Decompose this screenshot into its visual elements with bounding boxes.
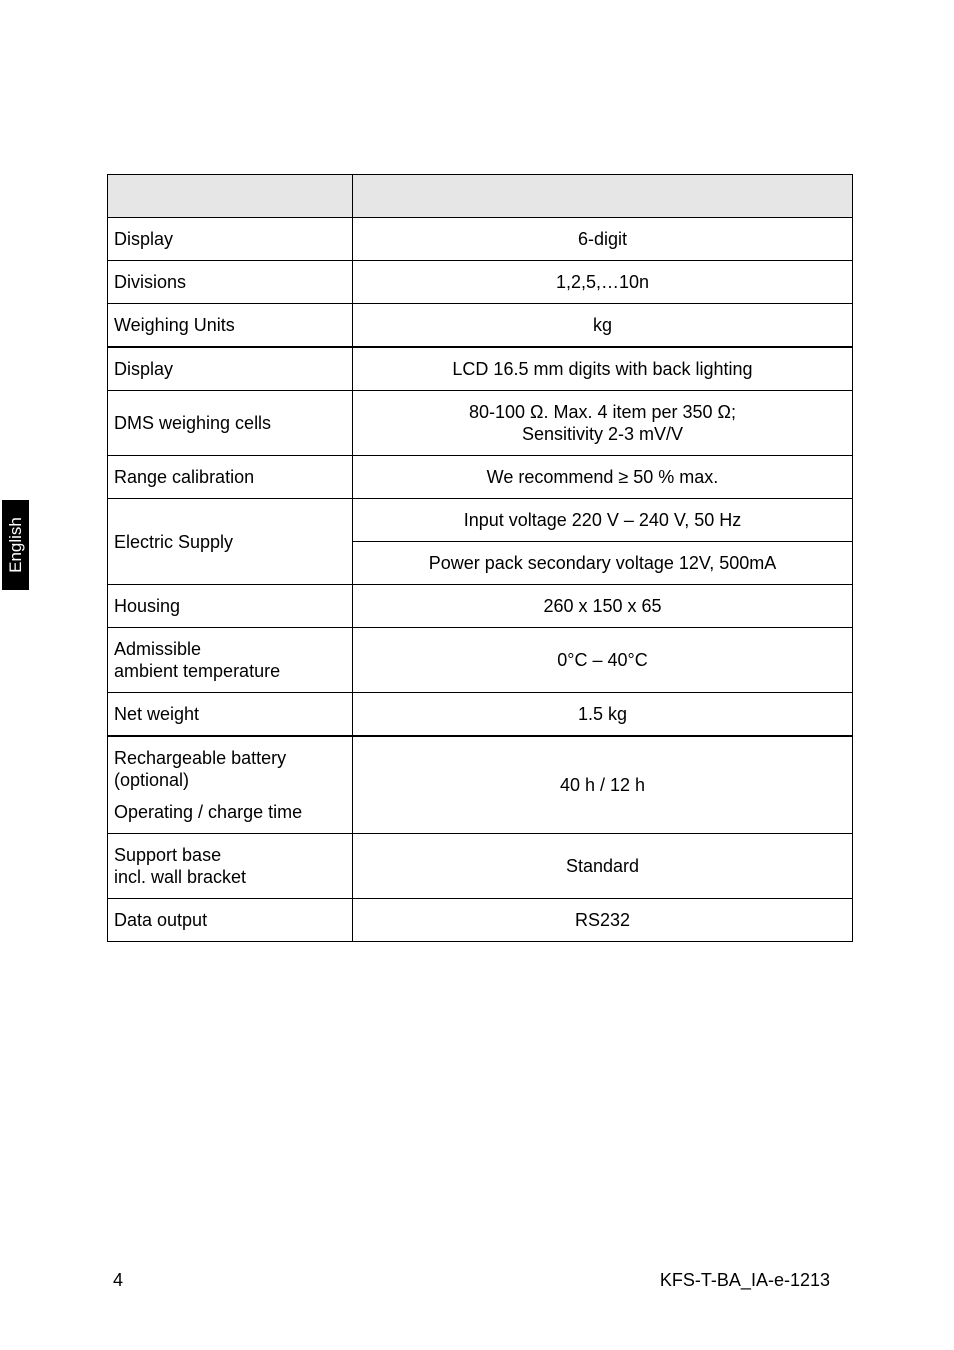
header-cell-label: [108, 175, 353, 218]
row-value: Input voltage 220 V – 240 V, 50 Hz: [353, 499, 853, 542]
row-label: Data output: [108, 899, 353, 942]
label-line: incl. wall bracket: [114, 867, 247, 887]
row-value: LCD 16.5 mm digits with back lighting: [353, 347, 853, 391]
value-line: 80-100 Ω. Max. 4 item per 350 Ω;: [468, 402, 737, 422]
table-header-row: [108, 175, 853, 218]
document-code: KFS-T-BA_IA-e-1213: [659, 1270, 830, 1290]
row-label: DMS weighing cells: [108, 391, 353, 456]
value-line: Sensitivity 2-3 mV/V: [521, 424, 684, 444]
row-label: [108, 736, 353, 834]
row-value: 0°C – 40°C: [353, 628, 853, 693]
row-label: Net weight: [108, 693, 353, 737]
row-label: Weighing Units: [108, 304, 353, 348]
row-value: RS232: [353, 899, 853, 942]
table-row: [108, 347, 853, 391]
table-row: [108, 456, 853, 499]
table-row: [108, 499, 853, 542]
label-line: Support base: [114, 845, 222, 865]
label-line: Operating / charge time: [114, 802, 303, 822]
table-row: [108, 218, 853, 261]
row-value: 1.5 kg: [353, 693, 853, 737]
row-label: Electric Supply: [108, 499, 353, 585]
label-line: ambient temperature: [114, 661, 281, 681]
page-number: 4: [113, 1270, 124, 1290]
language-tab: [2, 500, 29, 590]
row-value: Power pack secondary voltage 12V, 500mA: [353, 542, 853, 585]
row-label: Display: [108, 347, 353, 391]
row-value: Standard: [353, 834, 853, 899]
row-label: Display: [108, 218, 353, 261]
row-label: Range calibration: [108, 456, 353, 499]
row-value: 40 h / 12 h: [353, 736, 853, 834]
table-row: [108, 628, 853, 693]
table-row: [108, 304, 853, 348]
row-value: 260 x 150 x 65: [353, 585, 853, 628]
row-value: We recommend ≥ 50 % max.: [353, 456, 853, 499]
label-line: Admissible: [114, 639, 202, 659]
technical-data-table: [107, 174, 853, 942]
row-value: 6-digit: [353, 218, 853, 261]
header-cell-value: [353, 175, 853, 218]
language-tab-label: English: [5, 517, 25, 573]
row-value: kg: [353, 304, 853, 348]
row-value: 1,2,5,…10n: [353, 261, 853, 304]
table-row: [108, 585, 853, 628]
table-row: [108, 899, 853, 942]
table-row: [108, 261, 853, 304]
row-label: [108, 834, 353, 899]
table-row: [108, 391, 853, 456]
row-label: Divisions: [108, 261, 353, 304]
row-label: Housing: [108, 585, 353, 628]
label-line: (optional): [114, 770, 190, 790]
table-row: [108, 693, 853, 737]
table-row: [108, 736, 853, 834]
table-row: [108, 834, 853, 899]
row-value: [353, 391, 853, 456]
row-label: [108, 628, 353, 693]
label-line: Rechargeable battery: [114, 748, 287, 768]
